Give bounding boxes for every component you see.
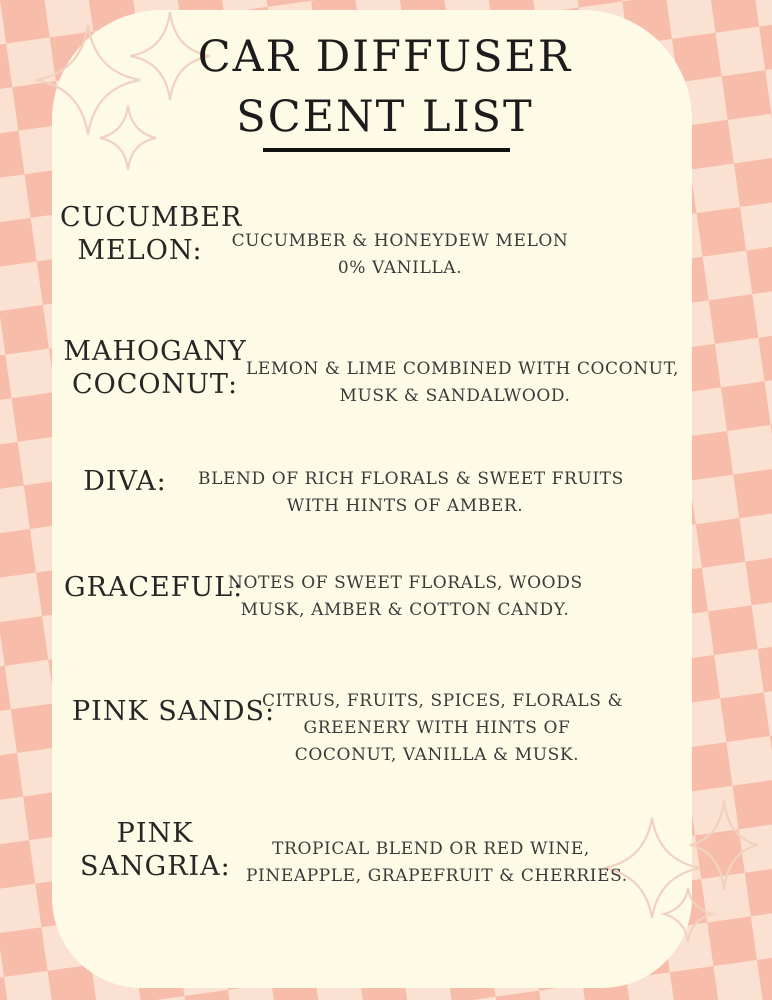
scent-name: DIVA:: [83, 466, 167, 497]
scent-description: CITRUS, FRUITS, SPICES, FLORALS & GREENERY WITH HINTS OF COCONUT, VANILLA & MUSK.: [262, 691, 624, 766]
page-title-line1: CAR DIFFUSER: [197, 32, 573, 82]
scent-description: LEMON & LIME COMBINED WITH COCONUT, MUSK & SANDALWOOD.: [246, 359, 680, 407]
scent-name: PINK SANGRIA:: [80, 818, 231, 882]
scent-description: BLEND OF RICH FLORALS & SWEET FRUITS WITH HINTS OF AMBER.: [198, 469, 624, 517]
page-title-line2: SCENT LIST: [236, 92, 534, 142]
scent-name: CUCUMBER MELON:: [60, 202, 243, 266]
scent-description: NOTES OF SWEET FLORALS, WOODS MUSK, AMBER & COTTON CANDY.: [228, 573, 583, 621]
scent-description: TROPICAL BLEND OR RED WINE, PINEAPPLE, GRAPEFRUIT & CHERRIES.: [246, 839, 628, 887]
scent-name: GRACEFUL:: [64, 572, 244, 603]
scent-name: MAHOGANY COCONUT:: [63, 336, 247, 400]
scent-name: PINK SANDS:: [72, 696, 276, 727]
scent-description: CUCUMBER & HONEYDEW MELON 0% VANILLA.: [231, 231, 569, 279]
title-underline: [263, 148, 510, 152]
